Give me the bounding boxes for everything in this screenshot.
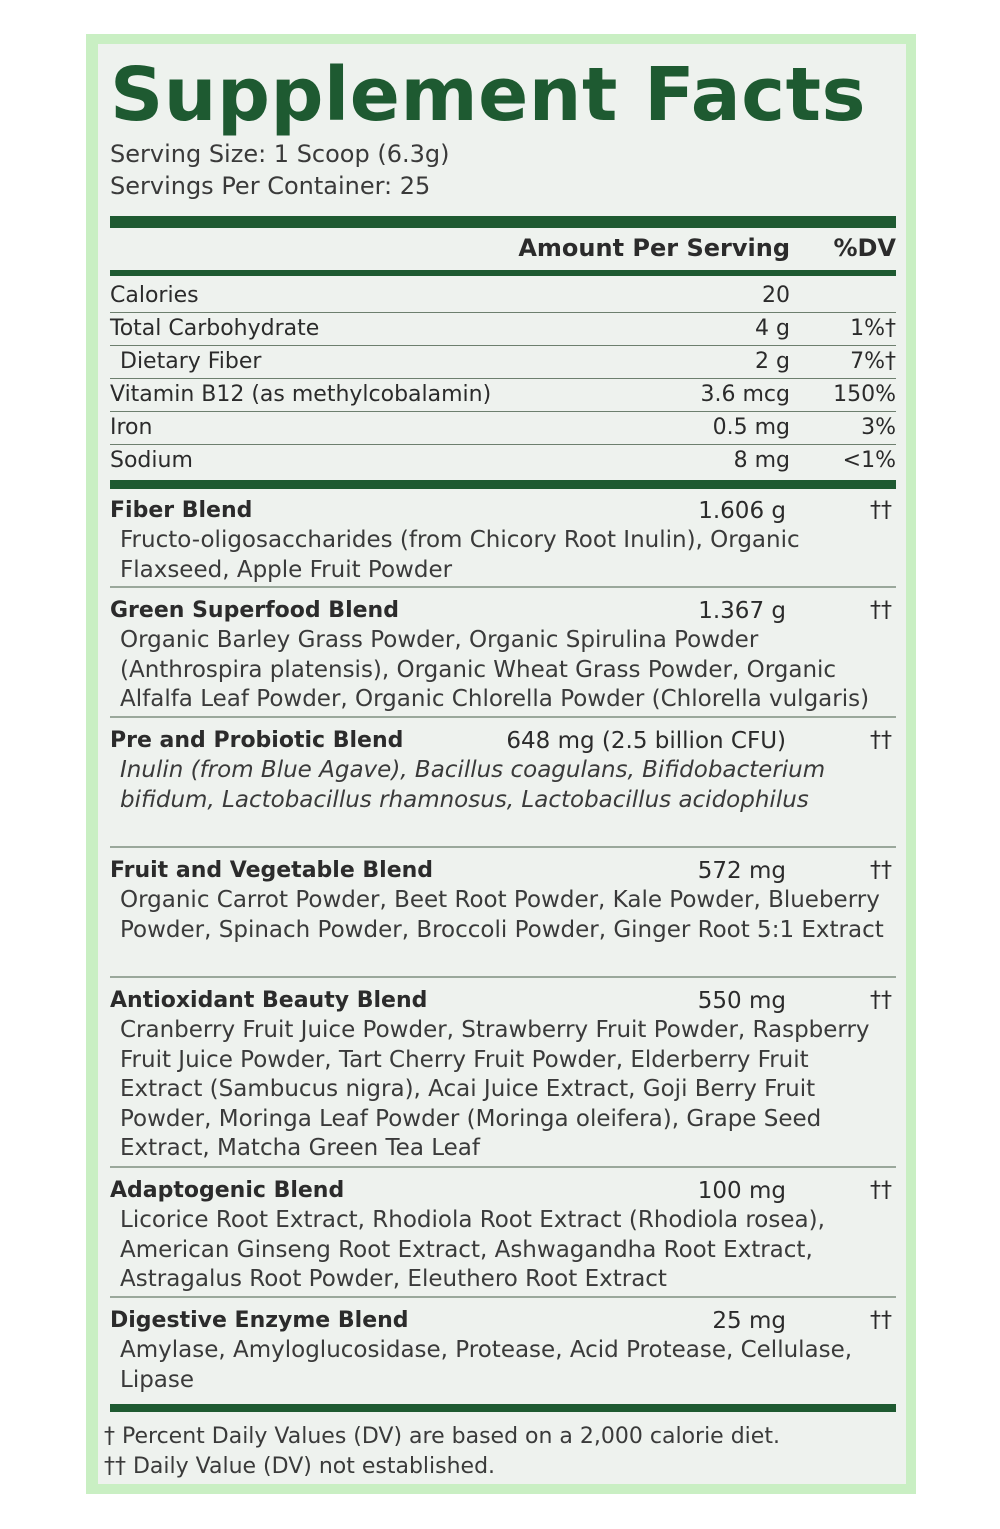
blend-divider [110,1296,896,1298]
blend-pre-probiotic [110,728,896,848]
blend-dv: †† [870,988,892,1013]
supplement-facts-panel [98,44,906,1484]
blend-ingredients: Fructo-oligosaccharides (from Chicory Root Inulin), Organic Flaxseed, Apple Fruit Powder [120,527,800,583]
nutrient-name: Vitamin B12 (as methylcobalamin) [110,382,492,407]
blend-ingredients: Licorice Root Extract, Rhodiola Root Extract (Rhodiola rosea), American Ginseng Root Extract, Ashwagandha Root Extract, Astragalus Root Powder, Eleuthero Root Extract [120,1207,825,1292]
panel-title: Supplement Facts [110,52,867,138]
blend-amount: 550 mg [697,988,786,1014]
blend-divider [110,1166,896,1168]
header-rule [110,270,896,276]
blend-amount: 1.367 g [698,598,786,624]
nutrient-dv: 7%† [850,349,896,374]
blend-green-superfood [110,598,896,718]
blend-divider [110,846,896,848]
footnote-dv-not-established: †† Daily Value (DV) not established. [104,1454,496,1479]
blend-dv: †† [870,598,892,623]
blend-divider [110,716,896,718]
blend-antioxidant-beauty [110,988,896,1168]
blend-dv: †† [870,858,892,883]
blend-fruit-vegetable [110,858,896,978]
blend-dv: †† [870,1308,892,1333]
blend-name: Green Superfood Blend [110,598,399,623]
blend-digestive-enzyme [110,1308,896,1398]
nutrient-amount: 4 g [755,316,790,341]
blend-name: Fiber Blend [110,498,253,523]
blend-name: Pre and Probiotic Blend [110,728,404,753]
footnote-dv-basis: † Percent Daily Values (DV) are based on a 2,000 calorie diet. [104,1424,780,1449]
nutrient-row [110,280,896,313]
servings-per-container: Servings Per Container: 25 [110,172,431,200]
blend-amount: 100 mg [697,1178,786,1204]
blend-amount: 648 mg (2.5 billion CFU) [506,728,786,754]
nutrient-dv: 3% [861,415,896,440]
nutrient-row [110,412,896,445]
blend-name: Digestive Enzyme Blend [110,1308,409,1333]
nutrient-amount: 3.6 mcg [700,382,790,407]
nutrient-dv: 1%† [850,316,896,341]
amount-per-serving-header: Amount Per Serving [518,234,790,262]
blend-dv: †† [870,1178,892,1203]
blend-divider [110,976,896,978]
blend-ingredients: Inulin (from Blue Agave), Bacillus coagulans, Bifidobacterium bifidum, Lactobacillus rhamnosus, Lactobacillus acidophilus [120,757,826,813]
blend-fiber [110,498,896,588]
blend-name: Antioxidant Beauty Blend [110,988,428,1013]
blend-adaptogenic [110,1178,896,1298]
nutrient-amount: 20 [762,283,790,308]
nutrient-row [110,445,896,478]
blend-amount: 572 mg [697,858,786,884]
serving-size: Serving Size: 1 Scoop (6.3g) [110,140,450,168]
blend-amount: 1.606 g [698,498,786,524]
nutrient-row [110,379,896,412]
nutrient-row [110,346,896,379]
blend-ingredients: Cranberry Fruit Juice Powder, Strawberry Fruit Powder, Raspberry Fruit Juice Powder, Tart Cherry Fruit Powder, Elderberry Fruit Extract (Sambucus nigra), Acai Juice Extract, Goji Berry Fruit Powder, Moringa Leaf Powder (Moringa oleifera), Grape Seed Extract, Matcha Green Tea Leaf [120,1017,870,1161]
nutrient-name: Total Carbohydrate [110,316,320,341]
blend-ingredients: Organic Barley Grass Powder, Organic Spirulina Powder (Anthrospira platensis), Organic Wheat Grass Powder, Organic Alfalfa Leaf Powder, Organic Chlorella Powder (Chlorella vulgaris) [120,627,870,712]
blend-dv: †† [870,728,892,753]
nutrient-bottom-rule [110,480,896,489]
nutrient-name: Dietary Fiber [120,349,262,374]
nutrient-row [110,313,896,346]
nutrient-dv: 150% [833,382,896,407]
dv-header: %DV [833,234,896,262]
nutrient-dv: <1% [842,448,896,473]
nutrient-name: Calories [110,283,199,308]
nutrient-amount: 0.5 mg [712,415,790,440]
nutrient-name: Iron [110,415,153,440]
blend-ingredients: Organic Carrot Powder, Beet Root Powder, Kale Powder, Blueberry Powder, Spinach Powder, Broccoli Powder, Ginger Root 5:1 Extract [120,887,884,943]
footnote-rule [110,1404,896,1412]
blend-dv: †† [870,498,892,523]
nutrient-amount: 8 mg [733,448,790,473]
nutrient-name: Sodium [110,448,193,473]
top-thick-rule [110,216,896,228]
blend-amount: 25 mg [712,1308,786,1334]
nutrient-amount: 2 g [755,349,790,374]
blend-ingredients: Amylase, Amyloglucosidase, Protease, Acid Protease, Cellulase, Lipase [120,1337,853,1393]
blend-name: Fruit and Vegetable Blend [110,858,434,883]
blend-divider [110,586,896,588]
blend-name: Adaptogenic Blend [110,1178,345,1203]
